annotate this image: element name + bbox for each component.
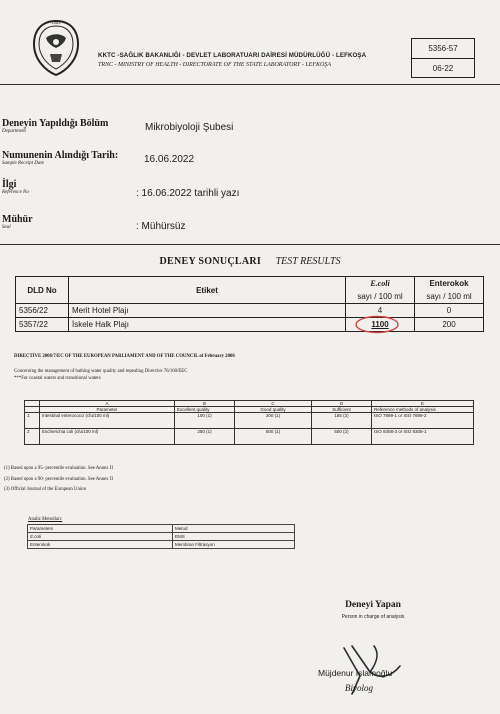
methods-header-param: Parameters [28, 525, 173, 533]
cell-num: 1 [25, 413, 40, 429]
table-row [25, 429, 474, 445]
field-label: Deneyin Yapıldığı Bölüm [2, 118, 109, 129]
header-entero: Enterokok [415, 277, 484, 291]
methods-table [27, 524, 295, 549]
results-title [0, 251, 500, 269]
cell-ref: ISO 7899-1 or ISO 7899-2 [372, 413, 474, 429]
col-letter-d: D [312, 401, 372, 407]
header-divider [0, 84, 500, 85]
directive-line2: ***For coastal waters and transitional waters [14, 376, 101, 381]
trnc-emblem-icon [30, 18, 82, 78]
cell-sufficient: 185 (2) [312, 413, 372, 429]
document-code-box [411, 38, 475, 78]
field-value-department: Mikrobiyoloji Şubesi [145, 122, 234, 133]
header-sufficient: Sufficient [312, 407, 372, 413]
directive-note-3: (3) Official Journal of the European Union [4, 487, 86, 492]
field-value-seal: : Mühürsüz [136, 221, 186, 232]
results-table [15, 276, 484, 332]
col-letter-b: B [175, 401, 235, 407]
field-value-reference: : 16.06.2022 tarihli yazı [136, 188, 240, 199]
methods-header-method: Metod [173, 525, 295, 533]
table-row [28, 541, 295, 549]
directive-note-1: (1) Based upon a 95- percentile evaluation. See Annex II [4, 466, 113, 471]
svg-text:1983: 1983 [51, 20, 61, 25]
field-label: İlgi [2, 179, 17, 190]
cell-dld: 5356/22 [16, 304, 69, 318]
signature-name: Müjdenur İslamoğlu [318, 668, 393, 678]
header-org-tr: KKTC -SAĞLIK BAKANLIĞI - DEVLET LABORATUARI DAİRESİ MÜDÜRLÜĞÜ - LEFKOŞA [98, 52, 367, 59]
ecoli-exceed-value: 1100 [371, 320, 389, 329]
directive-table [24, 400, 474, 445]
cell-ref: ISO 9308-3 or ISO 9308-1 [372, 429, 474, 445]
cell-num: 2 [25, 429, 40, 445]
cell-good: 500 (1) [235, 429, 312, 445]
header-ecoli-unit: sayı / 100 ml [346, 290, 415, 304]
header-label: Etiket [69, 277, 346, 304]
cell-sufficient: 500 (2) [312, 429, 372, 445]
methods-title: Analiz Metodları: [28, 517, 63, 522]
field-department [2, 118, 108, 134]
cell-param: Enterokok [28, 541, 173, 549]
header-ecoli: E.coli [346, 277, 415, 291]
field-sublabel: Reference No [2, 190, 29, 195]
cell-param: Escherichia coli (cfu/100 ml) [40, 429, 175, 445]
cell-ecoli: 4 [346, 304, 415, 318]
signature-role-tr: Deneyi Yapan [345, 600, 401, 610]
header-good: Good quality [235, 407, 312, 413]
code-top: 5356-57 [412, 39, 474, 59]
table-row [16, 304, 484, 318]
results-title-en: TEST RESULTS [275, 256, 341, 267]
field-sublabel: Department [2, 129, 26, 134]
cell-good: 200 (1) [235, 413, 312, 429]
col-letter-e: E [372, 401, 474, 407]
code-bottom: 06-22 [432, 64, 454, 73]
cell-param: Intestinal enterococci (cfu/100 ml) [40, 413, 175, 429]
cell-param: E.coli [28, 533, 173, 541]
results-title-tr: DENEY SONUÇLARI [159, 256, 262, 267]
cell-excellent: 100 (1) [175, 413, 235, 429]
field-sublabel: Seal [2, 225, 11, 230]
cell-label: Merit Hotel Plajı [69, 304, 346, 318]
signature-role-en: Person in charge of analysis [341, 614, 405, 620]
header-reference: Reference methods of analysis [372, 407, 474, 413]
cell-entero: 0 [415, 304, 484, 318]
field-sublabel: Sample Receipt Date [2, 161, 44, 166]
cell-excellent: 250 (1) [175, 429, 235, 445]
directive-line1: Concerning the management of bathing water quality and repealing Directive 76/160/EEC [14, 369, 188, 374]
red-circle-annotation-icon [354, 315, 400, 334]
methods-header-row [28, 525, 295, 533]
cell-label: İskele Halk Plajı [69, 318, 346, 332]
table-row [16, 318, 484, 332]
col-letter-a: A [40, 401, 175, 407]
signature-title: Biyolog [345, 683, 373, 693]
directive-note-2: (2) Based upon a 90- percentile evaluation. See Annex II [4, 477, 113, 482]
header-dld: DLD No [16, 277, 69, 304]
cell-entero: 200 [415, 318, 484, 332]
field-reference [2, 179, 29, 195]
cell-ecoli-highlighted [346, 318, 415, 332]
field-seal [2, 214, 33, 230]
cell-method: Membran Filtrasyon [173, 541, 295, 549]
results-header-row [16, 277, 484, 291]
field-value-receipt-date: 16.06.2022 [144, 154, 195, 165]
table-row [28, 533, 295, 541]
field-receipt-date [2, 150, 118, 166]
field-label: Mühür [2, 214, 33, 225]
header-entero-unit: sayı / 100 ml [415, 290, 484, 304]
directive-title: DIRECTIVE 2006/7/EC OF THE EUROPEAN PARLIAMENT AND OF THE COUNCIL of February 2006 [14, 354, 235, 359]
cell-dld: 5357/22 [16, 318, 69, 332]
col-letter-c: C [235, 401, 312, 407]
table-row [25, 413, 474, 429]
section-divider [0, 244, 500, 245]
header-excellent: Excellent quality [175, 407, 235, 413]
field-label: Numunenin Alındığı Tarih: [2, 150, 119, 161]
header-parameter: Parameter [40, 407, 175, 413]
header-org-en: TRNC - MINISTRY OF HEALTH - DIRECTORATE OF THE STATE LABORATORY - LEFKOŞA [98, 62, 332, 68]
cell-method: EMS [173, 533, 295, 541]
